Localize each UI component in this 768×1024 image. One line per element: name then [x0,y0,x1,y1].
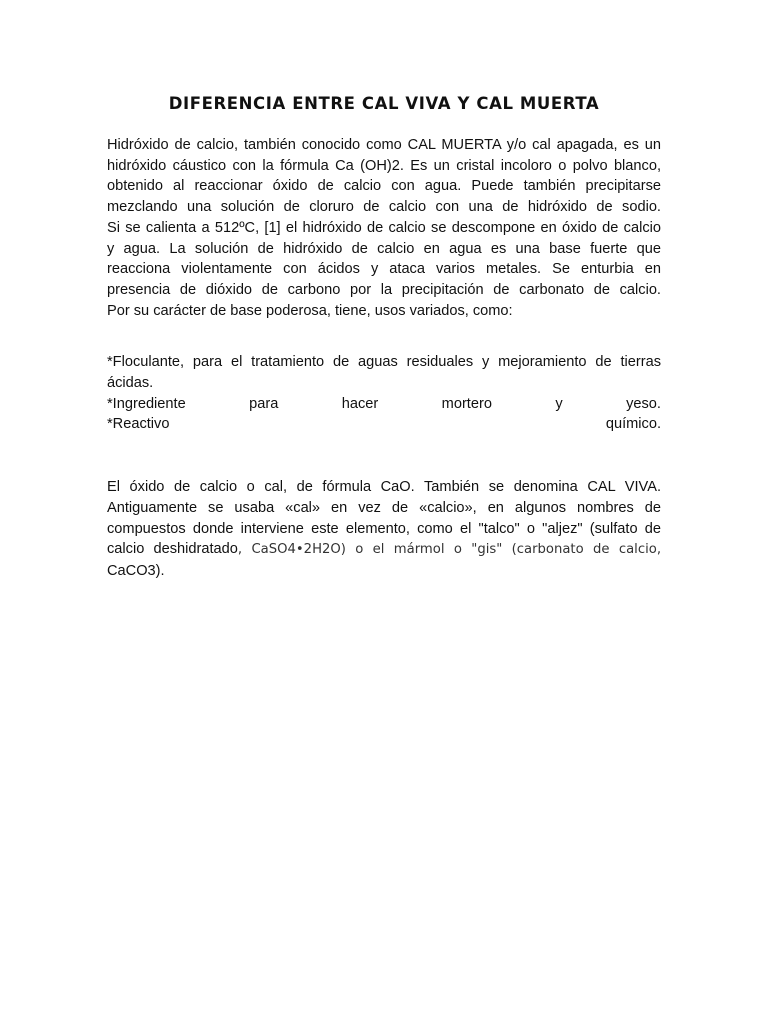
text-segment-alt-font: , CaSO4•2H2O) o el mármol o "gis" (carbonato de calcio, [237,542,662,558]
word: yeso. [626,395,661,412]
paragraph-line: y agua. La solución de hidróxido de calcio en agua es una base fuerte que [107,240,661,257]
paragraph-line: CaCO3). [107,562,165,579]
document-title: DIFERENCIA ENTRE CAL VIVA Y CAL MUERTA [168,94,600,113]
paragraph-line: Hidróxido de calcio, también conocido como CAL MUERTA y/o cal apagada, es un [107,137,661,153]
paragraph-line: mezclando una solución de cloruro de calcio con una de hidróxido de sodio. [107,199,661,216]
paragraph-line: Si se calienta a 512ºC, [1] el hidróxido de calcio se descompone en óxido de calcio [107,219,661,236]
paragraph-line: El óxido de calcio o cal, de fórmula CaO. También se denomina CAL VIVA. [107,479,661,496]
word: *Ingrediente [107,395,186,412]
paragraph-line: compuestos donde interviene este elemento, como el "talco" o "aljez" (sulfato de [107,520,661,537]
paragraph-line: hidróxido cáustico con la fórmula Ca (OH)2. Es un cristal incoloro o polvo blanco, [107,157,661,174]
paragraph-line: reacciona violentamente con ácidos y ataca varios metales. Se enturbia en [107,261,661,278]
paragraph-line: obtenido al reaccionar óxido de calcio con agua. Puede también precipitarse [107,178,661,195]
list-item-reactivo [107,414,661,435]
word: mortero [441,395,492,412]
word: *Reactivo [107,416,170,433]
paragraph-line: presencia de dióxido de carbono por la precipitación de carbonato de calcio. [107,281,661,298]
word: y [555,395,563,412]
uses-list [107,352,661,435]
paragraph-cal-muerta [107,135,661,321]
text-segment: calcio deshidratado [107,541,238,558]
word: químico. [605,416,661,433]
paragraph-line: Por su carácter de base poderosa, tiene, usos variados, como: [107,302,513,319]
list-item-floculante: *Floculante, para el tratamiento de aguas residuales y mejoramiento de tierras [107,354,661,371]
word: para [249,395,279,412]
paragraph-cal-viva [107,477,661,582]
document-page [107,94,661,582]
list-item-ingrediente [107,394,661,415]
list-item-floculante-cont: ácidas. [107,375,154,392]
word: hacer [341,395,379,412]
paragraph-line-mixed [107,539,661,561]
paragraph-line: Antiguamente se usaba «cal» en vez de «calcio», en algunos nombres de [107,499,661,516]
